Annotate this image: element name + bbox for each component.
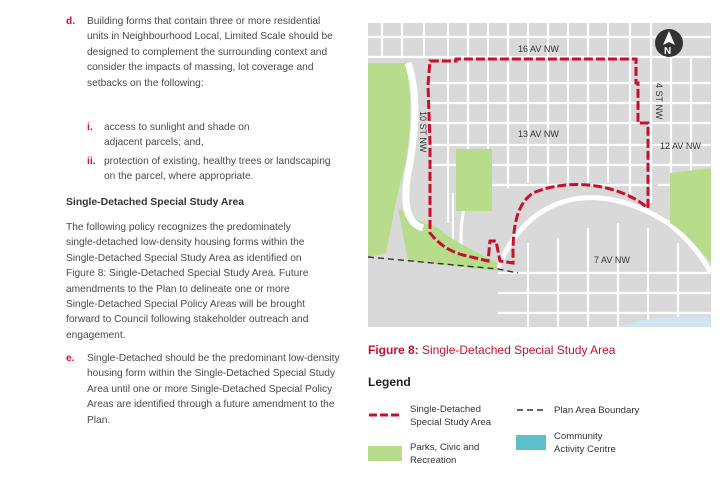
legend-study-area: Single-Detached Special Study Area	[410, 404, 492, 428]
legend-title: Legend	[368, 375, 411, 389]
street-label-13av: 13 AV NW	[518, 129, 559, 139]
street-label-16av: 16 AV NW	[518, 44, 559, 54]
map-graphic	[368, 23, 711, 327]
figure-caption	[368, 343, 615, 357]
plan-boundary-swatch	[516, 405, 546, 415]
policy-d-item-i-marker: i.	[87, 122, 93, 133]
north-arrow-icon	[655, 29, 683, 57]
street-label-7av: 7 AV NW	[594, 255, 630, 265]
study-area-map	[368, 23, 711, 327]
street-label-12av: 12 AV NW	[660, 141, 701, 151]
policy-e-marker: e.	[66, 353, 75, 364]
policy-d-text: Building forms that contain three or more residential units in Neighbourhood Local, Limited Scale should be designed to complement the surrounding context and consider the impacts of massing, lot coverage and setbacks on the following:	[87, 16, 333, 89]
policy-d-item-ii-text: protection of existing, healthy trees or landscaping on the parcel, where appropriate.	[104, 156, 331, 183]
figure-title: Single-Detached Special Study Area	[422, 343, 616, 357]
study-area-swatch	[368, 410, 402, 420]
legend-community: Community Activity Centre	[554, 431, 616, 455]
north-label: N	[664, 46, 672, 57]
street-label-4st: 4 ST NW	[654, 83, 664, 120]
policy-d-item-ii-marker: ii.	[87, 156, 96, 167]
figure-number: Figure 8:	[368, 343, 419, 357]
policy-d-item-i-text: access to sunlight and shade on adjacent parcels; and,	[104, 122, 250, 149]
policy-e-text: Single-Detached should be the predominant low-density housing form within the Single-Detached Special Study Area until one or more Single-Detached Special Policy Areas are identified through a future amendment to the Plan.	[87, 353, 340, 426]
policy-d-marker: d.	[66, 16, 76, 27]
section-paragraph: The following policy recognizes the predominately single-detached low-density housing forms within the Single-Detached Special Study Area as identified on Figure 8: Single-Detached Special Study Area. Future amendments to the Plan to delineate one or more Single-Detached Special Policy Areas will be brought forward to Council following stakeholder outreach and engagement.	[66, 222, 309, 341]
street-label-10st: 10 ST NW	[418, 111, 428, 153]
community-swatch	[516, 435, 546, 450]
legend-parks: Parks, Civic and Recreation	[410, 442, 480, 466]
policy-text-column	[0, 0, 345, 489]
legend-plan-boundary: Plan Area Boundary	[554, 405, 640, 416]
parks-swatch	[368, 446, 402, 461]
section-heading: Single-Detached Special Study Area	[66, 197, 245, 208]
